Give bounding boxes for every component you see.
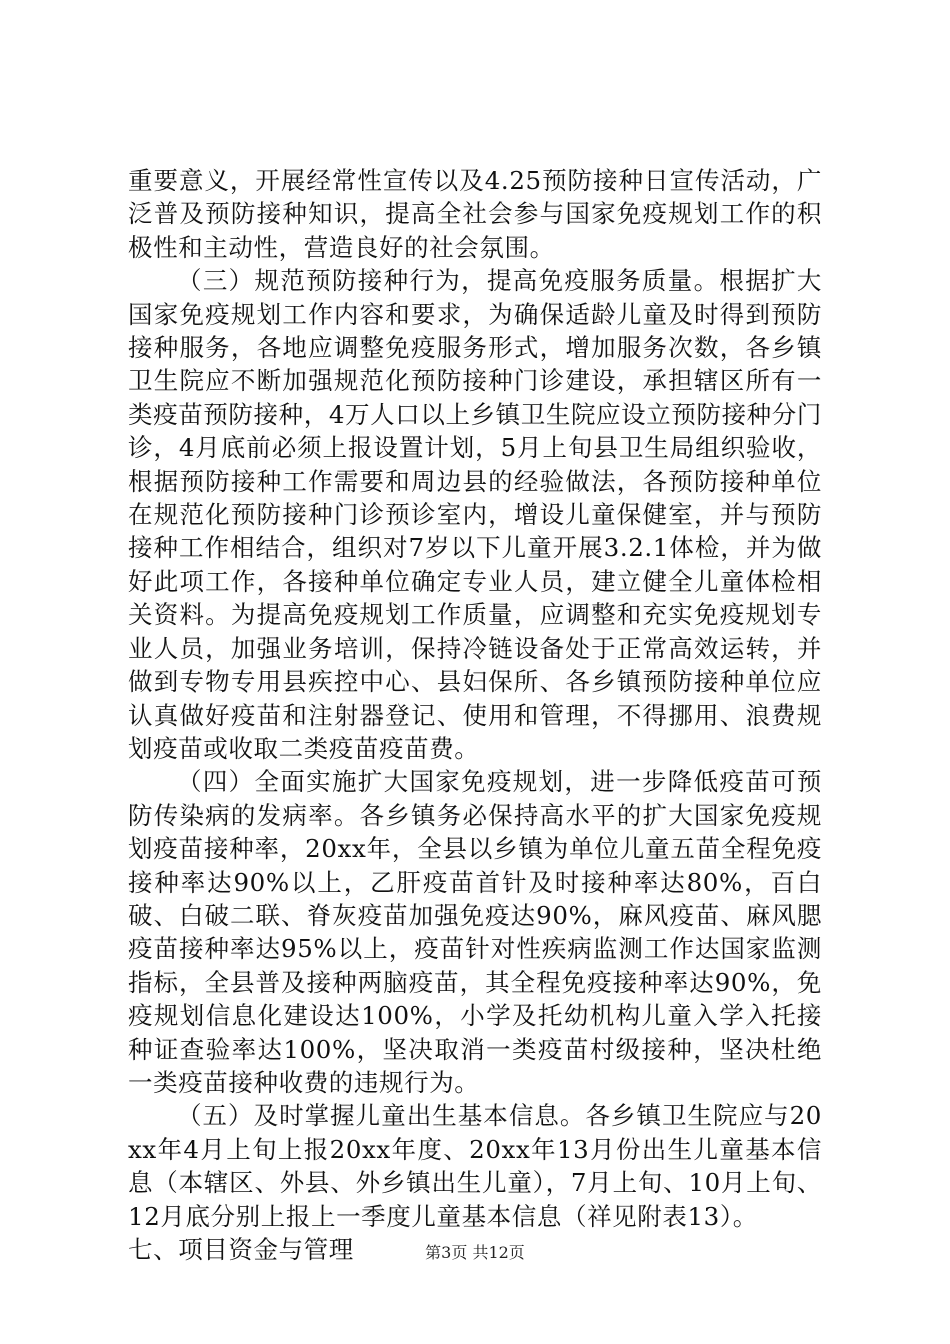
paragraph-continuation: 重要意义，开展经常性宣传以及4.25预防接种日宣传活动，广泛普及预防接种知识，提高全社会参与国家免疫规划工作的积极性和主动性，营造良好的社会氛围。 <box>128 166 822 262</box>
page-footer: 第3页 共12页 <box>425 1243 525 1262</box>
section-heading-7: 七、项目资金与管理 <box>128 1235 354 1264</box>
paragraph-section-4: （四）全面实施扩大国家免疫规划，进一步降低疫苗可预防传染病的发病率。各乡镇务必保持高水平的扩大国家免疫规划疫苗接种率，20xx年，全县以乡镇为单位儿童五苗全程免疫接种率达90%以上，乙肝疫苗首针及时接种率达80%，百白破、白破二联、脊灰疫苗加强免疫达90%，麻风疫苗、麻风腮疫苗接种率达95%以上，疫苗针对性疾病监测工作达国家监测指标，全县普及接种两脑疫苗，其全程免疫接种率达90%，免疫规划信息化建设达100%，小学及托幼机构儿童入学入托接种证查验率达100%，坚决取消一类疫苗村级接种，坚决杜绝一类疫苗接种收费的违规行为。 <box>128 767 822 1097</box>
paragraph-section-5: （五）及时掌握儿童出生基本信息。各乡镇卫生院应与20xx年4月上旬上报20xx年度、20xx年13月份出生儿童基本信息（本辖区、外县、外乡镇出生儿童），7月上旬、10月上旬、12月底分别上报上一季度儿童基本信息（祥见附表13）。 <box>128 1101 822 1231</box>
paragraph-section-3: （三）规范预防接种行为，提高免疫服务质量。根据扩大国家免疫规划工作内容和要求，为确保适龄儿童及时得到预防接种服务，各地应调整免疫服务形式，增加服务次数，各乡镇卫生院应不断加强规范化预防接种门诊建设，承担辖区所有一类疫苗预防接种，4万人口以上乡镇卫生院应设立预防接种分门诊，4月底前必须上报设置计划，5月上旬县卫生局组织验收，根据预防接种工作需要和周边县的经验做法，各预防接种单位在规范化预防接种门诊预诊室内，增设儿童保健室，并与预防接种工作相结合，组织对7岁以下儿童开展3.2.1体检，并为做好此项工作，各接种单位确定专业人员，建立健全儿童体检相关资料。为提高免疫规划工作质量，应调整和充实免疫规划专业人员，加强业务培训，保持冷链设备处于正常高效运转，并做到专物专用县疾控中心、县妇保所、各乡镇预防接种单位应认真做好疫苗和注射器登记、使用和管理，不得挪用、浪费规划疫苗或收取二类疫苗疫苗费。 <box>128 266 822 763</box>
document-body <box>128 164 822 1266</box>
